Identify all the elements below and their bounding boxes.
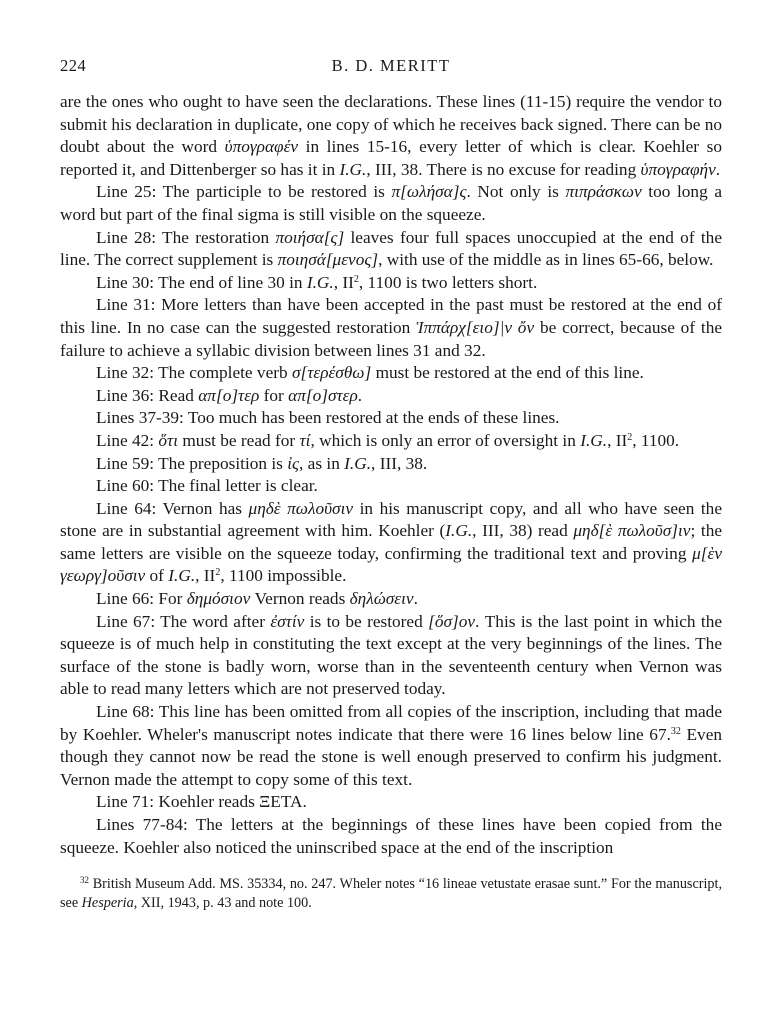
italic-citation: I.G. xyxy=(580,430,608,450)
greek-word: ὑπογραφήν xyxy=(640,159,716,179)
text-run: , 1100. xyxy=(632,430,680,450)
text-run: too long a word but part of the final sigma is still visible on the squeeze. xyxy=(60,182,723,224)
page-header xyxy=(60,52,722,78)
greek-word: μηδὲ πωλοῦσιν xyxy=(248,498,354,518)
paragraph-p10 xyxy=(60,475,722,498)
body-text xyxy=(60,91,722,859)
italic-citation: I.G. xyxy=(168,566,196,586)
text-run: ΞΕΤΑ xyxy=(259,792,303,812)
text-run: is to be restored xyxy=(304,611,429,631)
text-run: Lines 77-84: The letters at the beginnings of these lines have been copied from the squeeze. Koehler also noticed the uninscribed space at the end of the inscription xyxy=(60,815,722,857)
text-run: Line 66: For xyxy=(96,589,187,609)
text-run: British Museum Add. MS. 35334, no. 247. Wheler notes “16 lineae vetustate erasae sunt.” For the manuscript, see xyxy=(60,876,722,911)
greek-word: ποιήσα[ς] xyxy=(275,227,345,247)
footnote-ref: 2 xyxy=(353,273,359,285)
greek-word: πιπράσκων xyxy=(565,182,642,202)
paragraph-p8 xyxy=(60,430,722,453)
text-run: be correct, because of the failure to achieve a syllabic division between lines 31 and 32. xyxy=(60,317,723,360)
text-run: must be read for xyxy=(178,430,300,450)
greek-word: ὅτι xyxy=(158,430,179,450)
greek-word: απ[ο]τερ xyxy=(198,385,260,405)
italic-citation: I.G. xyxy=(344,453,372,473)
italic-citation: I.G. xyxy=(306,272,334,292)
text-run: ; the same letters are visible on the squeeze today, confirming the traditional text and proving xyxy=(60,521,723,563)
greek-word: μ[ὲν γεωργ]οῦσιν xyxy=(60,543,722,586)
paragraph-p7 xyxy=(60,407,722,430)
text-run: Line 25: The participle to be restored is xyxy=(96,182,392,202)
text-run: Line 28: The restoration xyxy=(96,227,276,247)
paragraph-p14 xyxy=(60,701,722,791)
text-run: leaves four full spaces unoccupied at the end of the line. The correct supplement is xyxy=(60,227,722,270)
paragraph-p0 xyxy=(60,91,722,181)
page-number: 224 xyxy=(60,56,87,75)
text-run: Line 30: The end of line 30 in xyxy=(96,272,307,292)
text-run: Line 60: The final letter is clear. xyxy=(96,476,318,496)
greek-word: ἰς xyxy=(287,453,300,473)
paragraph-p12 xyxy=(60,588,722,611)
paragraph-p15 xyxy=(60,791,722,814)
text-run: in lines 15-16, every letter of which is clear. Koehler so reported it, and Dittenberger so has it in xyxy=(60,137,722,179)
greek-word: δηλώσειν xyxy=(349,589,414,609)
text-run: of xyxy=(145,566,169,586)
paragraph-p4 xyxy=(60,294,722,362)
italic-citation: I.G. xyxy=(339,159,367,179)
paragraph-p16 xyxy=(60,814,722,859)
text-run: Line 36: Read xyxy=(96,385,199,405)
text-run: Line 42: xyxy=(96,430,159,450)
paragraph-p11 xyxy=(60,498,722,588)
footnote-ref: 2 xyxy=(215,567,221,579)
greek-word: ἐστίν xyxy=(270,611,305,631)
italic-citation: Hesperia xyxy=(81,894,134,911)
text-run: Line 59: The preposition is xyxy=(96,453,288,473)
text-run: Even though they cannot now be read the stone is well enough preserved to confirm his judgment. Vernon made the attempt to copy some of this text. xyxy=(60,724,723,789)
italic-citation: I.G. xyxy=(445,521,473,541)
text-run: , III, 38) read xyxy=(472,521,574,541)
text-run: . Not only is xyxy=(466,182,566,202)
text-run: , II xyxy=(195,566,216,586)
paragraph-p2 xyxy=(60,227,722,272)
text-run: , XII, 1943, p. 43 and note 100. xyxy=(133,894,312,911)
text-run: must be restored at the end of this line. xyxy=(371,363,644,383)
greek-word: π[ωλήσα]ς xyxy=(391,182,467,202)
text-run: for xyxy=(259,385,289,405)
text-run: in his manuscript copy, and all who have seen the stone are in substantial agreement with him. Koehler ( xyxy=(60,498,722,541)
greek-word: δημόσιον xyxy=(186,589,251,609)
text-run: , with use of the middle as in lines 65-66, below. xyxy=(378,250,714,270)
greek-word: απ[ο]στερ xyxy=(288,385,358,405)
text-run: Line 64: Vernon has xyxy=(96,498,249,518)
text-run: Line 31: More letters than have been accepted in the past must be restored at the end of this line. In no case can the suggested restoration xyxy=(60,295,722,337)
greek-word: τί xyxy=(299,430,311,450)
footnote xyxy=(60,875,722,912)
paragraph-p13 xyxy=(60,611,722,701)
text-run: , which is only an error of oversight in xyxy=(310,430,581,450)
paragraph-p1 xyxy=(60,181,722,226)
greek-word: [ὅσ]ον xyxy=(428,611,476,631)
greek-word: Ἱππάρχ[ειο]|ν ὄν xyxy=(416,317,535,337)
text-run: Vernon reads xyxy=(250,589,350,609)
text-run: , III, 38. There is no excuse for reading xyxy=(366,159,641,179)
text-run: . xyxy=(715,159,721,179)
text-run: . xyxy=(302,792,307,812)
greek-word: σ[τερέσθω] xyxy=(291,363,372,383)
paragraph-p6 xyxy=(60,385,722,408)
greek-word: μηδ[ὲ πωλοῦσ]ιν xyxy=(573,521,691,541)
text-run: . This is the last point in which the squeeze is of much help in constituting the text except at the very beginnings of the lines. The surface of the stone is badly worn, worse than in the seventeenth century when Vernon was able to read many letters which are not preserved today. xyxy=(60,611,723,699)
text-run: Line 68: This line has been omitted from all copies of the inscription, including that made by Koehler. Wheler's manuscript notes indicate that there were 16 lines below line 67. xyxy=(60,702,722,744)
footnote-text xyxy=(60,875,722,912)
text-run: Line 67: The word after xyxy=(96,611,271,631)
running-head: B. D. MERITT xyxy=(331,56,451,75)
text-run: . xyxy=(357,385,363,405)
text-run: Line 71: Koehler reads xyxy=(96,792,260,812)
greek-word: ποιησά[μενος] xyxy=(277,250,379,270)
text-run: , II xyxy=(607,430,628,450)
page xyxy=(60,52,722,912)
paragraph-p9 xyxy=(60,453,722,476)
footnote-ref: 32 xyxy=(670,725,681,737)
text-run: , III, 38. xyxy=(371,453,428,473)
text-run: , 1100 is two letters short. xyxy=(358,272,538,292)
text-run: are the ones who ought to have seen the declarations. These lines (11-15) require the vendor to submit his declaration in duplicate, one copy of which he receives back signed. There can be no doubt about the word xyxy=(60,92,722,157)
text-run: , 1100 impossible. xyxy=(220,566,347,586)
text-run: , as in xyxy=(299,453,345,473)
paragraph-p3 xyxy=(60,272,722,295)
text-run: , II xyxy=(333,272,354,292)
footnote-ref: 2 xyxy=(627,431,633,443)
footnote-ref: 32 xyxy=(80,875,89,886)
text-run: . xyxy=(413,589,418,609)
text-run: Line 32: The complete verb xyxy=(96,363,292,383)
greek-word: ὑπογραφέν xyxy=(224,137,299,157)
text-run: Lines 37-39: Too much has been restored at the ends of these lines. xyxy=(96,408,560,428)
paragraph-p5 xyxy=(60,362,722,385)
